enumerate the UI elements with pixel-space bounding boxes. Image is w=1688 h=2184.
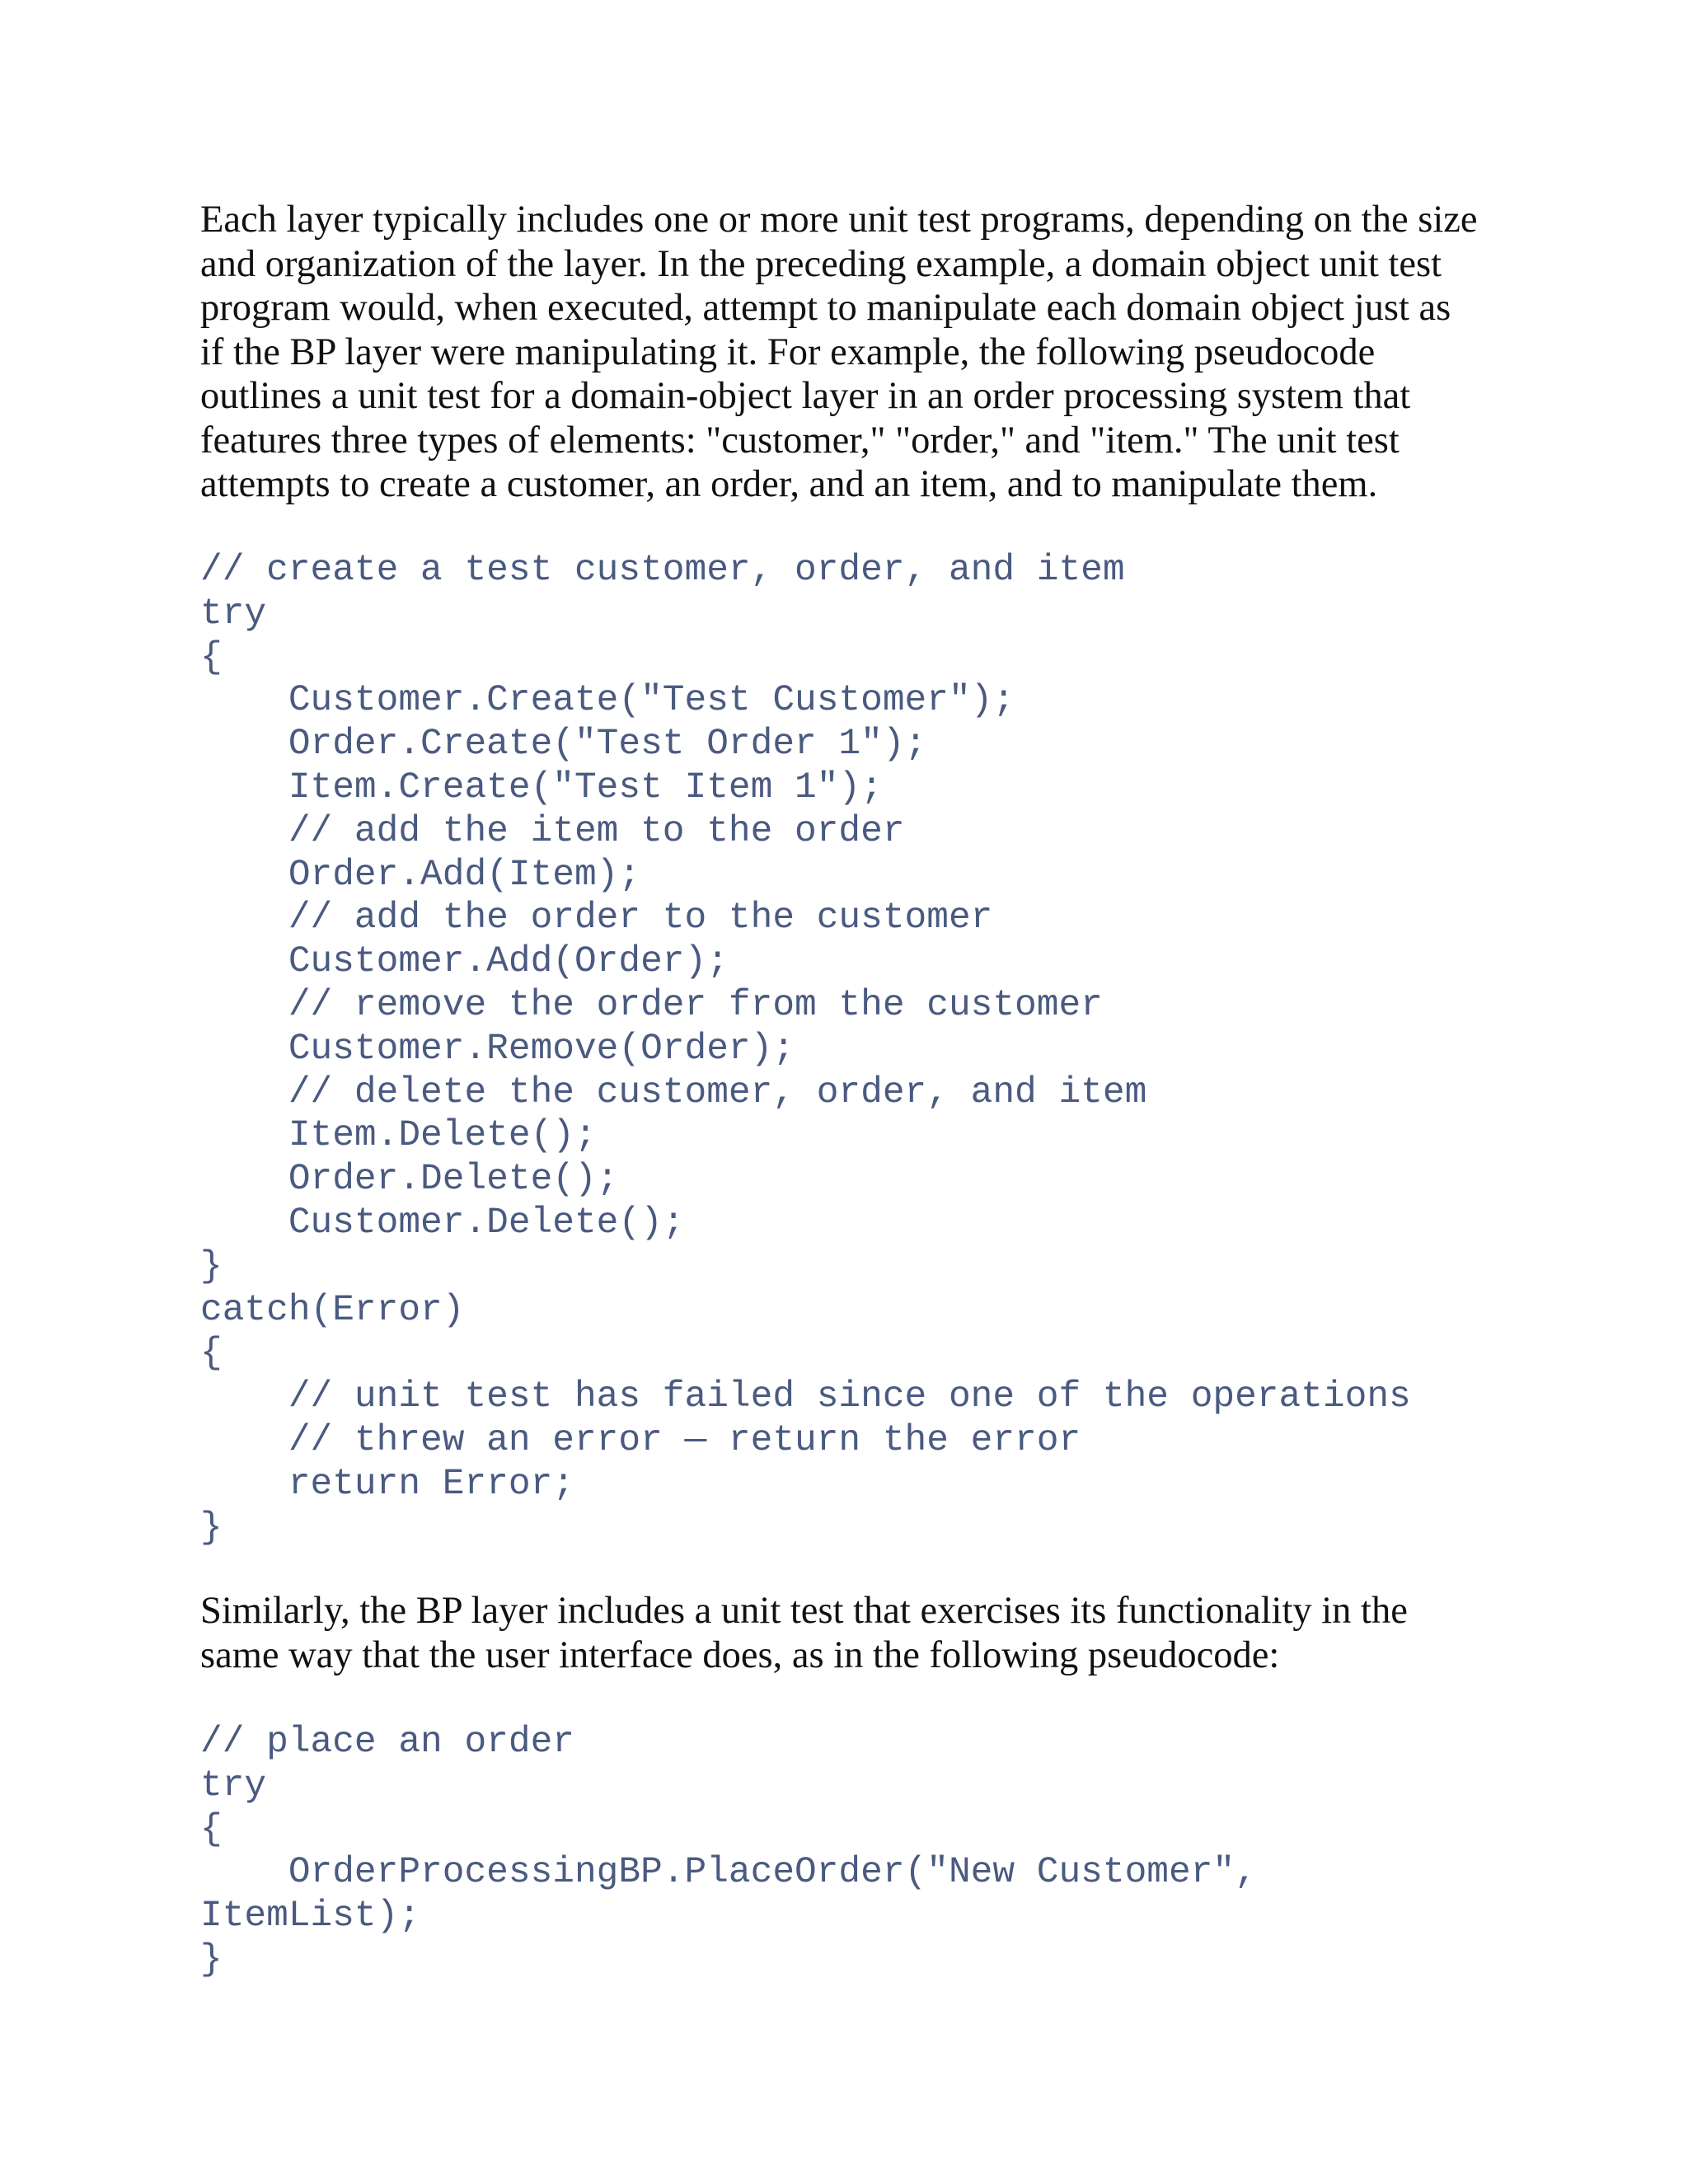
code-line: OrderProcessingBP.PlaceOrder("New Customer", (200, 1852, 1257, 1894)
code-line: // delete the customer, order, and item (200, 1071, 1147, 1113)
code-line: Item.Create("Test Item 1"); (200, 766, 883, 808)
code-line: Order.Delete(); (200, 1159, 619, 1201)
code-line: try (200, 593, 267, 635)
paragraph-line: Similarly, the BP layer includes a unit test that exercises its functionality in the (200, 1590, 1408, 1632)
code-line: Customer.Create("Test Customer"); (200, 680, 1015, 722)
paragraph-line: features three types of elements: "customer," "order," and "item." The unit test (200, 419, 1400, 462)
paragraph-line: same way that the user interface does, as in the following pseudocode: (200, 1633, 1280, 1676)
code-line: Customer.Delete(); (200, 1202, 685, 1244)
paragraph-line: outlines a unit test for a domain-object layer in an order processing system that (200, 375, 1411, 417)
code-line: // add the item to the order (200, 810, 905, 852)
code-line: return Error; (200, 1463, 574, 1505)
code-line: // remove the order from the customer (200, 984, 1103, 1026)
code-line: // threw an error — return the error (200, 1419, 1081, 1461)
code-line: { (200, 636, 223, 678)
code-line: Customer.Add(Order); (200, 941, 729, 983)
paragraph-unit-test-intro (200, 198, 1486, 507)
code-block-domain-object-test (200, 549, 1411, 1549)
code-line: { (200, 1333, 223, 1375)
code-line: ItemList); (200, 1896, 421, 1938)
paragraph-line: and organization of the layer. In the preceding example, a domain object unit test (200, 242, 1442, 285)
paragraph-line: program would, when executed, attempt to manipulate each domain object just as (200, 287, 1451, 329)
code-line: Customer.Remove(Order); (200, 1028, 795, 1070)
code-line: } (200, 1938, 223, 1980)
code-line: // place an order (200, 1722, 574, 1763)
code-line: Order.Create("Test Order 1"); (200, 724, 927, 766)
code-line: } (200, 1245, 223, 1287)
paragraph-line: attempts to create a customer, an order, and an item, and to manipulate them. (200, 463, 1378, 505)
paragraph-line: if the BP layer were manipulating it. For example, the following pseudocode (200, 330, 1376, 373)
code-block-bp-layer-test (200, 1721, 1257, 1982)
code-line: Order.Add(Item); (200, 854, 641, 896)
paragraph-bp-layer-test (200, 1589, 1486, 1677)
paragraph-line: Each layer typically includes one or more unit test programs, depending on the size (200, 199, 1478, 241)
code-line: } (200, 1507, 223, 1549)
code-line: Item.Delete(); (200, 1115, 597, 1157)
code-line: catch(Error) (200, 1289, 465, 1331)
code-line: { (200, 1808, 223, 1850)
code-line: // unit test has failed since one of the operations (200, 1376, 1411, 1418)
code-line: // create a test customer, order, and item (200, 550, 1125, 591)
code-line: // add the order to the customer (200, 898, 993, 940)
code-line: try (200, 1765, 267, 1807)
